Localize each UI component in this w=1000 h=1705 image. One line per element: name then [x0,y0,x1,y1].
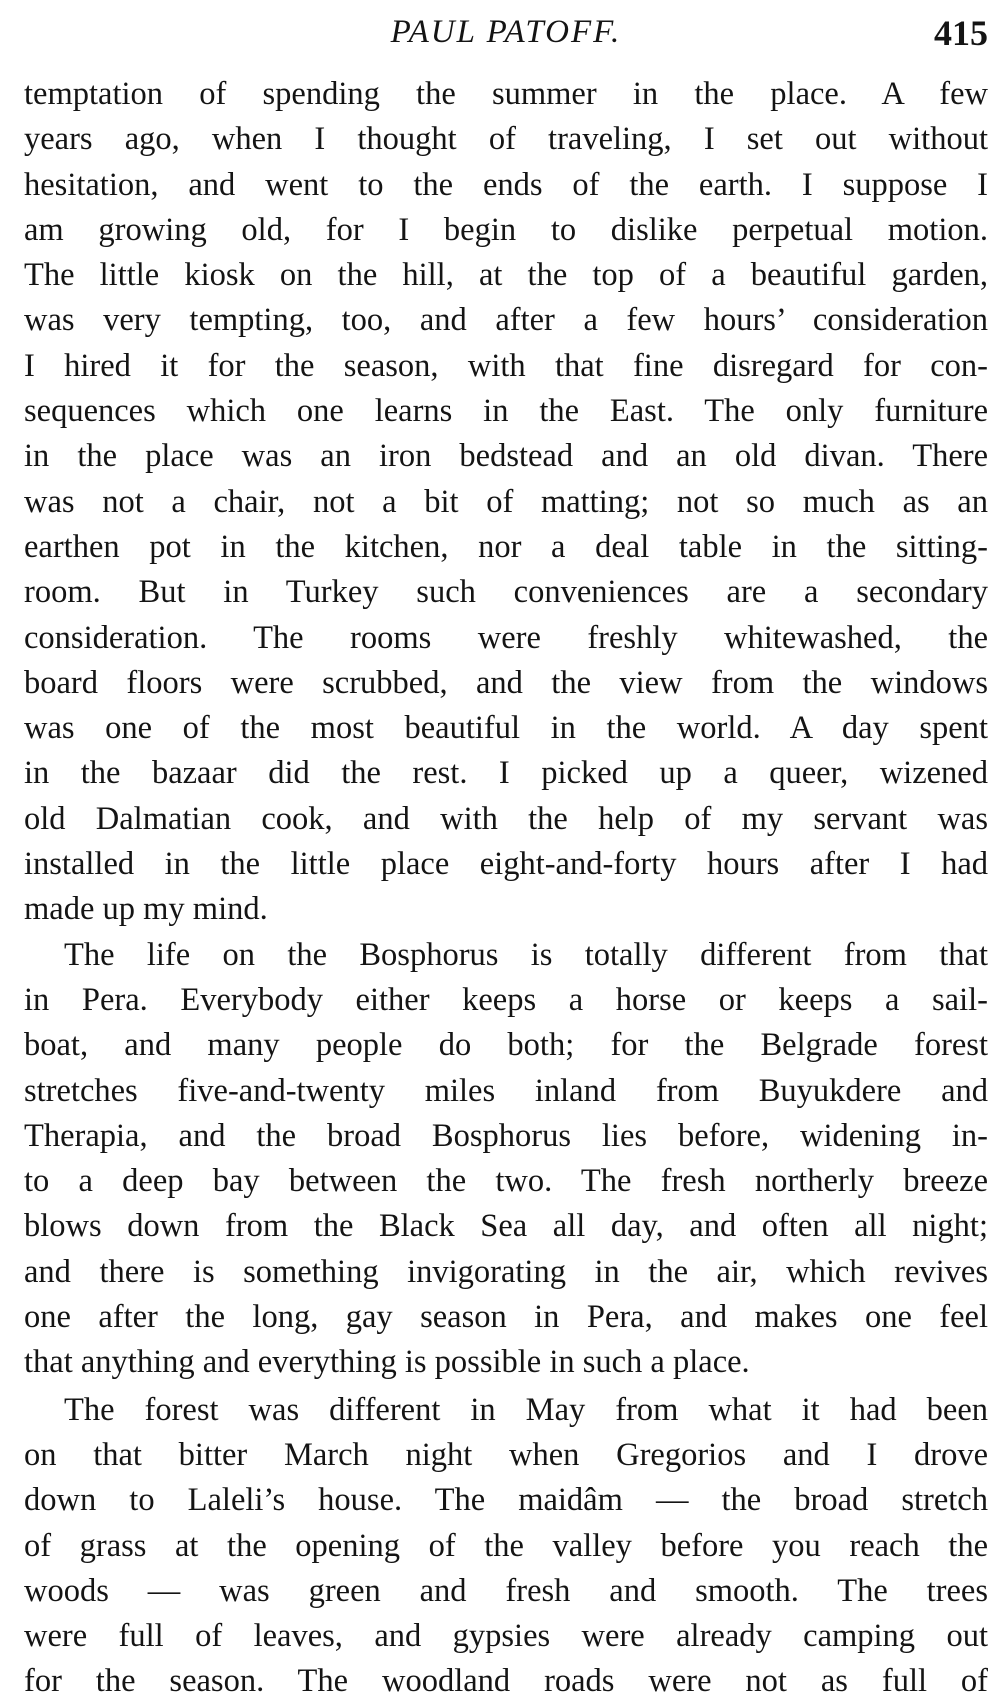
text-line: stretches five-and-twenty miles inland from Buyukdere and [24,1072,988,1109]
text-line: in the bazaar did the rest. I picked up a queer, wizened [24,755,988,792]
text-line: in the place was an iron bedstead and an old divan. There [24,438,988,475]
text-line: down to Laleli’s house. The maidâm — the broad stretch [24,1482,988,1519]
text-line: in Pera. Everybody either keeps a horse or keeps a sail- [24,981,988,1018]
text-line: The forest was different in May from what it had been [64,1391,988,1428]
text-line: Therapia, and the broad Bosphorus lies before, widening in- [24,1117,988,1154]
text-line: and there is something invigorating in the air, which revives [24,1253,988,1290]
text-line: The life on the Bosphorus is totally different from that [64,936,988,973]
text-line: on that bitter March night when Gregorios and I drove [24,1436,988,1473]
page-header [24,10,988,54]
text-line: woods — was green and fresh and smooth. The trees [24,1572,988,1609]
text-line: boat, and many people do both; for the Belgrade forest [24,1027,988,1064]
running-title: PAUL PATOFF. [390,14,622,50]
text-line: one after the long, gay season in Pera, and makes one feel [24,1299,988,1336]
text-line: were full of leaves, and gypsies were already camping out [24,1618,988,1655]
text-line: earthen pot in the kitchen, nor a deal table in the sitting- [24,528,988,565]
text-line: blows down from the Black Sea all day, and often all night; [24,1208,988,1245]
text-line: room. But in Turkey such conveniences are a secondary [24,574,988,611]
text-line: consideration. The rooms were freshly whitewashed, the [24,619,988,656]
text-line: installed in the little place eight-and-forty hours after I had [24,846,988,883]
text-line: was not a chair, not a bit of matting; not so much as an [24,483,988,520]
text-line: to a deep bay between the two. The fresh northerly breeze [24,1163,988,1200]
text-line: made up my mind. [24,891,268,928]
text-line: old Dalmatian cook, and with the help of my servant was [24,800,988,837]
text-line: temptation of spending the summer in the place. A few [24,76,988,112]
text-line: of grass at the opening of the valley before you reach the [24,1527,988,1564]
body-text [24,72,988,1705]
text-line: was very tempting, too, and after a few hours’ consideration [24,302,988,339]
text-line: hesitation, and went to the ends of the earth. I suppose I [24,166,988,203]
page-number: 415 [934,13,988,53]
text-line: The little kiosk on the hill, at the top of a beautiful garden, [24,257,988,294]
text-line: board floors were scrubbed, and the view from the windows [24,664,988,701]
paragraph-3 [24,1388,988,1705]
text-line: was one of the most beautiful in the world. A day spent [24,710,988,747]
text-line: sequences which one learns in the East. The only furniture [24,393,988,430]
paragraph-1 [24,72,988,933]
text-line: that anything and everything is possible in such a place. [24,1344,750,1381]
text-line: am growing old, for I begin to dislike perpetual motion. [24,211,988,248]
paragraph-2 [24,933,988,1386]
text-line: years ago, when I thought of traveling, I set out without [24,121,988,158]
text-line: I hired it for the season, with that fine disregard for con- [24,347,988,384]
text-line: for the season. The woodland roads were not as full of [24,1663,988,1700]
